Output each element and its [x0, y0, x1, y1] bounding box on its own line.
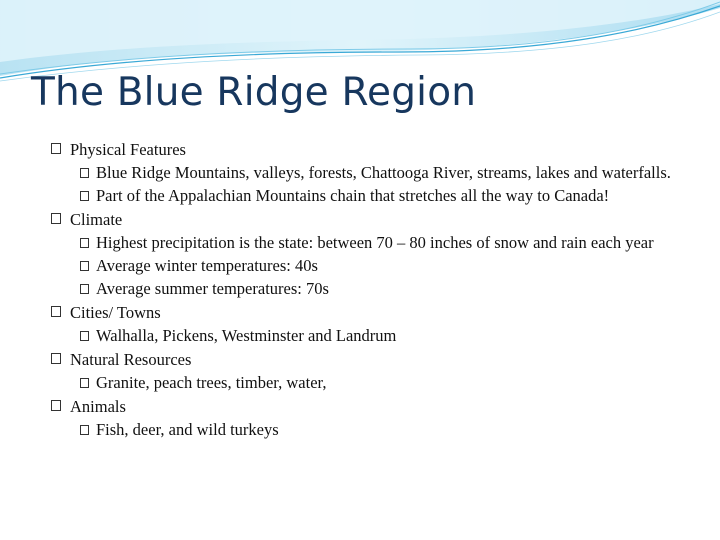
sub-bullet — [80, 421, 691, 440]
bullet-box-icon — [51, 306, 61, 317]
sub-bullet — [80, 257, 691, 276]
section-heading — [51, 209, 691, 230]
sub-bullet — [80, 280, 691, 299]
section-heading — [51, 139, 691, 160]
bullet-box-icon — [80, 238, 89, 248]
section-heading-text: Natural Resources — [70, 350, 192, 369]
bullet-box-icon — [51, 143, 61, 154]
sub-bullet-text: Granite, peach trees, timber, water, — [96, 373, 327, 392]
bullet-box-icon — [80, 378, 89, 388]
sub-bullet — [80, 187, 691, 206]
bullet-list — [51, 139, 691, 440]
bullet-box-icon — [80, 168, 89, 178]
bullet-box-icon — [51, 353, 61, 364]
sub-bullet-text: Blue Ridge Mountains, valleys, forests, Chattooga River, streams, lakes and waterfalls. — [96, 163, 671, 182]
sub-bullet-text: Walhalla, Pickens, Westminster and Landrum — [96, 326, 397, 345]
bullet-box-icon — [80, 331, 89, 341]
sub-bullet — [80, 234, 691, 253]
section-heading — [51, 302, 691, 323]
bullet-box-icon — [80, 261, 89, 271]
section-heading-text: Cities/ Towns — [70, 303, 161, 322]
section-heading-text: Physical Features — [70, 140, 186, 159]
section-heading-text: Animals — [70, 397, 126, 416]
sub-bullet — [80, 327, 691, 346]
sub-bullet — [80, 164, 691, 183]
sub-bullet-text: Part of the Appalachian Mountains chain that stretches all the way to Canada! — [96, 186, 610, 205]
sub-bullet-text: Average summer temperatures: 70s — [96, 279, 329, 298]
bullet-box-icon — [80, 284, 89, 294]
section-heading — [51, 349, 691, 370]
section-heading-text: Climate — [70, 210, 123, 229]
section-heading — [51, 396, 691, 417]
sub-bullet-text: Fish, deer, and wild turkeys — [96, 420, 279, 439]
slide-title: The Blue Ridge Region — [31, 70, 477, 115]
bullet-box-icon — [80, 425, 89, 435]
sub-bullet-text: Average winter temperatures: 40s — [96, 256, 318, 275]
sub-bullet — [80, 374, 691, 393]
bullet-box-icon — [51, 400, 61, 411]
bullet-box-icon — [51, 213, 61, 224]
sub-bullet-text: Highest precipitation is the state: between 70 – 80 inches of snow and rain each year — [96, 233, 654, 252]
bullet-box-icon — [80, 191, 89, 201]
